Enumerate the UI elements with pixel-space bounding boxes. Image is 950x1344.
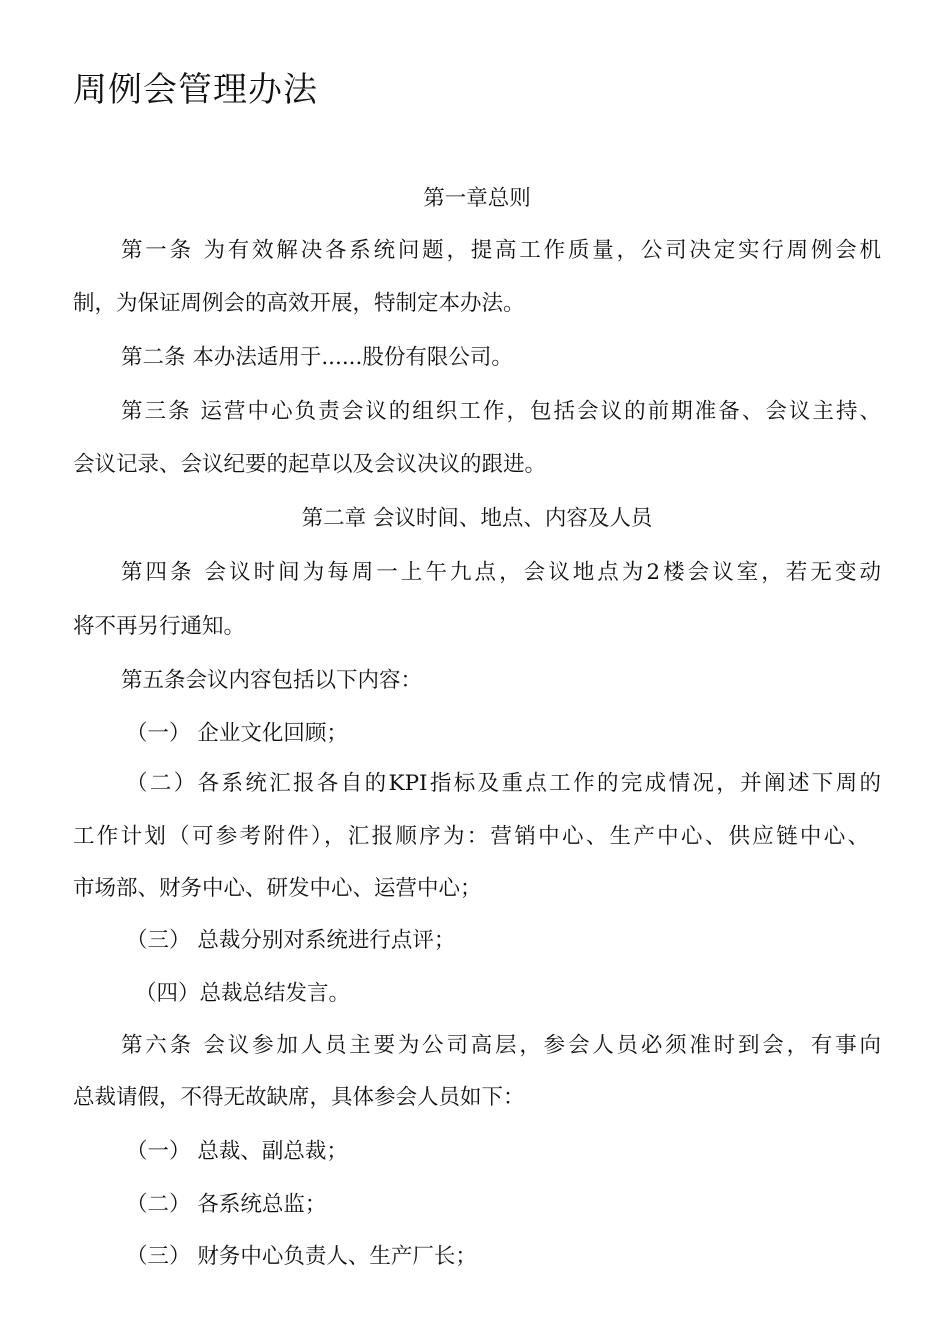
article-4-line-1: 第四条 会议时间为每周一上午九点，会议地点为2楼会议室，若无变动	[121, 560, 881, 585]
article-3-line-1: 第三条 运营中心负责会议的组织工作，包括会议的前期准备、会议主持、	[121, 399, 881, 424]
article-6-item-3: （三） 财务中心负责人、生产厂长；	[126, 1244, 477, 1269]
article-5-item-1: （一） 企业文化回顾；	[126, 721, 348, 746]
article-6-line-2: 总裁请假，不得无故缺席，具体参会人员如下：	[73, 1085, 525, 1110]
chapter-heading-1: 第一章总则	[423, 186, 531, 211]
chapter-heading-2: 第二章 会议时间、地点、内容及人员	[301, 506, 653, 531]
article-4-line-2: 将不再另行通知。	[73, 614, 246, 639]
article-3-line-2: 会议记录、会议纪要的起草以及会议决议的跟进。	[73, 452, 547, 477]
article-5-item-2-line-3: 市场部、财务中心、研发中心、运营中心；	[73, 876, 482, 901]
article-6-item-1: （一） 总裁、副总裁；	[126, 1139, 348, 1164]
article-6-item-2: （二） 各系统总监；	[126, 1192, 327, 1217]
article-2: 第二条 本办法适用于......股份有限公司。	[121, 345, 513, 370]
article-5-item-2-line-2: 工作计划（可参考附件），汇报顺序为：营销中心、生产中心、供应链中心、	[73, 824, 869, 849]
article-5-item-3: （三） 总裁分别对系统进行点评；	[126, 928, 456, 953]
article-5-intro: 第五条会议内容包括以下内容：	[121, 668, 423, 693]
article-1-line-1: 第一条 为有效解决各系统问题，提高工作质量，公司决定实行周例会机	[121, 238, 881, 263]
document-title: 周例会管理办法	[73, 70, 318, 110]
article-6-line-1: 第六条 会议参加人员主要为公司高层，参会人员必须准时到会，有事向	[121, 1033, 881, 1058]
article-5-item-2-line-1: （二）各系统汇报各自的KPI指标及重点工作的完成情况，并阐述下周的	[126, 771, 881, 796]
article-5-item-4: （四）总裁总结发言。	[135, 981, 351, 1006]
article-1-line-2: 制，为保证周例会的高效开展，特制定本办法。	[73, 291, 525, 316]
